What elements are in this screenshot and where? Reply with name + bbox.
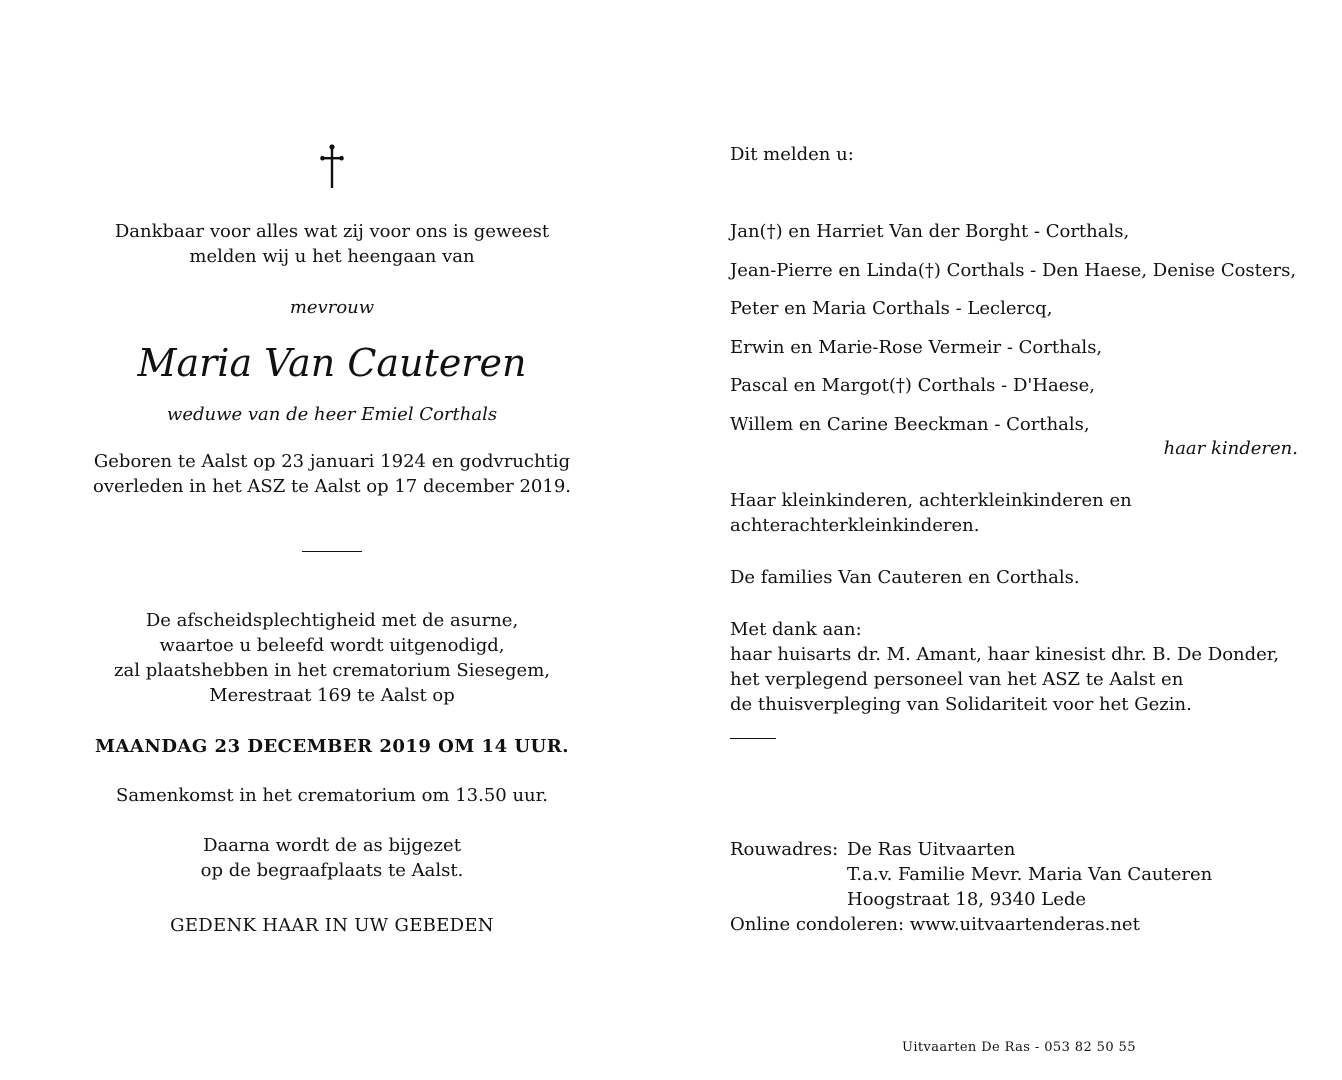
spouse-line: weduwe van de heer Emiel Corthals xyxy=(166,404,498,425)
grandchildren-line-1: Haar kleinkinderen, achterkleinkinderen en xyxy=(730,490,1132,511)
grandchildren-line-2: achterachterkleinkinderen. xyxy=(730,515,980,536)
address-line-3: Hoogstraat 18, 9340 Lede xyxy=(847,889,1087,910)
ceremony-line-3: zal plaatshebben in het crematorium Siesegem, xyxy=(114,660,550,681)
born-line-2: overleden in het ASZ te Aalst op 17 december 2019. xyxy=(93,476,571,497)
child-line: Willem en Carine Beeckman - Corthals, xyxy=(730,414,1090,435)
divider xyxy=(730,738,776,739)
ceremony-line-1: De afscheidsplechtigheid met de asurne, xyxy=(145,610,519,631)
thanks-line-2: het verplegend personeel van het ASZ te Aalst en xyxy=(730,669,1184,690)
child-line: Pascal en Margot(†) Corthals - D'Haese, xyxy=(730,375,1096,396)
child-line: Erwin en Marie-Rose Vermeir - Corthals, xyxy=(730,337,1103,358)
prayer-line: GEDENK HAAR IN UW GEBEDEN xyxy=(170,915,494,936)
thanks-heading: Met dank aan: xyxy=(730,619,862,640)
ceremony-line-4: Merestraat 169 te Aalst op xyxy=(209,685,455,706)
online-condolence: Online condoleren: www.uitvaartenderas.net xyxy=(730,914,1140,935)
thanks-line-1: haar huisarts dr. M. Amant, haar kinesist dhr. B. De Donder, xyxy=(730,644,1280,665)
address-line-1: De Ras Uitvaarten xyxy=(847,839,1016,860)
cross-icon xyxy=(320,142,344,188)
address-line-2: T.a.v. Familie Mevr. Maria Van Cauteren xyxy=(847,864,1213,885)
children-label: haar kinderen. xyxy=(1163,438,1298,459)
honorific: mevrouw xyxy=(289,297,375,318)
footer-credit: Uitvaarten De Ras - 053 82 50 55 xyxy=(902,1040,1136,1055)
intro-line-2: melden wij u het heengaan van xyxy=(189,246,475,267)
ceremony-date: MAANDAG 23 DECEMBER 2019 OM 14 UUR. xyxy=(95,736,569,757)
child-line: Jean-Pierre en Linda(†) Corthals - Den Haese, Denise Costers, xyxy=(730,260,1297,281)
child-line: Peter en Maria Corthals - Leclercq, xyxy=(730,298,1053,319)
left-panel xyxy=(62,0,602,1080)
thanks-line-3: de thuisverpleging van Solidariteit voor het Gezin. xyxy=(730,694,1192,715)
gathering-line: Samenkomst in het crematorium om 13.50 uur. xyxy=(115,785,549,806)
born-line-1: Geboren te Aalst op 23 januari 1924 en godvruchtig xyxy=(93,451,571,472)
deceased-name: Maria Van Cauteren xyxy=(137,341,527,385)
intro-line-1: Dankbaar voor alles wat zij voor ons is geweest xyxy=(114,221,550,242)
child-line: Jan(†) en Harriet Van der Borght - Corthals, xyxy=(730,221,1130,242)
address-label: Rouwadres: xyxy=(730,839,839,860)
families-line: De families Van Cauteren en Corthals. xyxy=(730,567,1080,588)
divider xyxy=(302,551,362,552)
ashes-line-2: op de begraafplaats te Aalst. xyxy=(200,860,464,881)
announce-line: Dit melden u: xyxy=(730,144,854,165)
right-panel xyxy=(730,0,1310,1080)
ceremony-line-2: waartoe u beleefd wordt uitgenodigd, xyxy=(159,635,505,656)
ashes-line-1: Daarna wordt de as bijgezet xyxy=(203,835,461,856)
